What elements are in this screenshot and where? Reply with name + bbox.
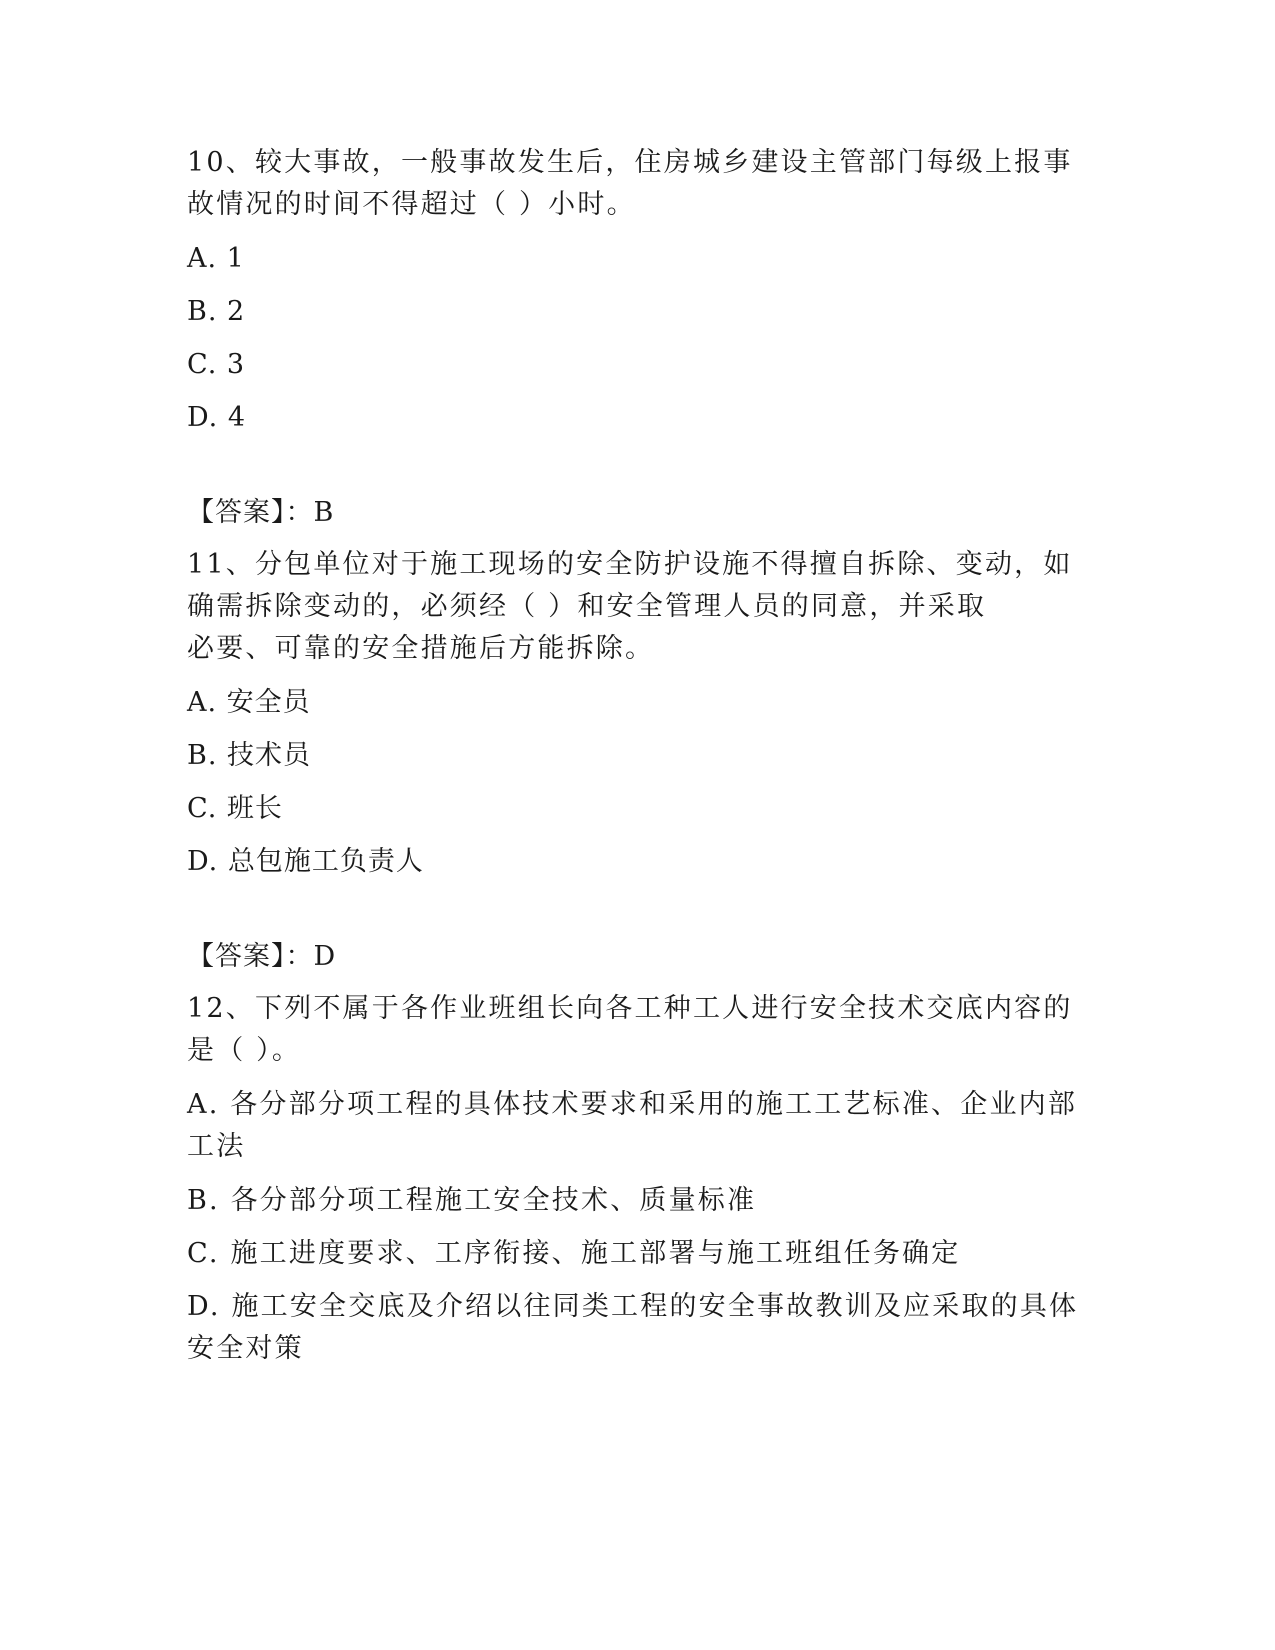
question-11-option-a: A. 安全员 [187,687,311,718]
question-12-option-a-line-1: A. 各分部分项工程的具体技术要求和采用的施工工艺标准、企业内部 [187,1089,1078,1120]
question-12-option-c: C. 施工进度要求、工序衔接、施工部署与施工班组任务确定 [187,1238,961,1269]
question-10-stem-line-2: 故情况的时间不得超过（ ）小时。 [187,189,636,220]
question-12-option-d-line-1: D. 施工安全交底及介绍以往同类工程的安全事故教训及应采取的具体 [187,1291,1079,1322]
question-11-answer: 【答案】：D [187,941,337,972]
question-11-option-d: D. 总包施工负责人 [187,846,424,877]
question-12-option-a-line-2: 工法 [187,1131,246,1162]
question-12-stem-line-1: 12、下列不属于各作业班组长向各工种工人进行安全技术交底内容的 [187,993,1073,1024]
question-11-option-b: B. 技术员 [187,740,312,771]
question-10-option-b: B. 2 [187,296,246,327]
question-11-stem-line-1: 11、分包单位对于施工现场的安全防护设施不得擅自拆除、变动，如 [187,549,1073,580]
question-10-option-d: D. 4 [187,402,247,433]
question-12-option-d-line-2: 安全对策 [187,1333,304,1364]
question-11-stem-line-3: 必要、可靠的安全措施后方能拆除。 [187,633,655,664]
question-10-option-c: C. 3 [187,349,246,380]
question-10-stem-line-1: 10、较大事故，一般事故发生后，住房城乡建设主管部门每级上报事 [187,147,1073,178]
question-10-option-a: A. 1 [187,243,245,274]
question-12-option-b: B. 各分部分项工程施工安全技术、质量标准 [187,1185,757,1216]
question-11-stem-line-2: 确需拆除变动的，必须经（ ）和安全管理人员的同意，并采取 [187,591,987,622]
question-10-answer: 【答案】：B [187,497,335,528]
question-11-option-c: C. 班长 [187,793,283,824]
question-12-stem-line-2: 是（ ）。 [187,1035,302,1066]
